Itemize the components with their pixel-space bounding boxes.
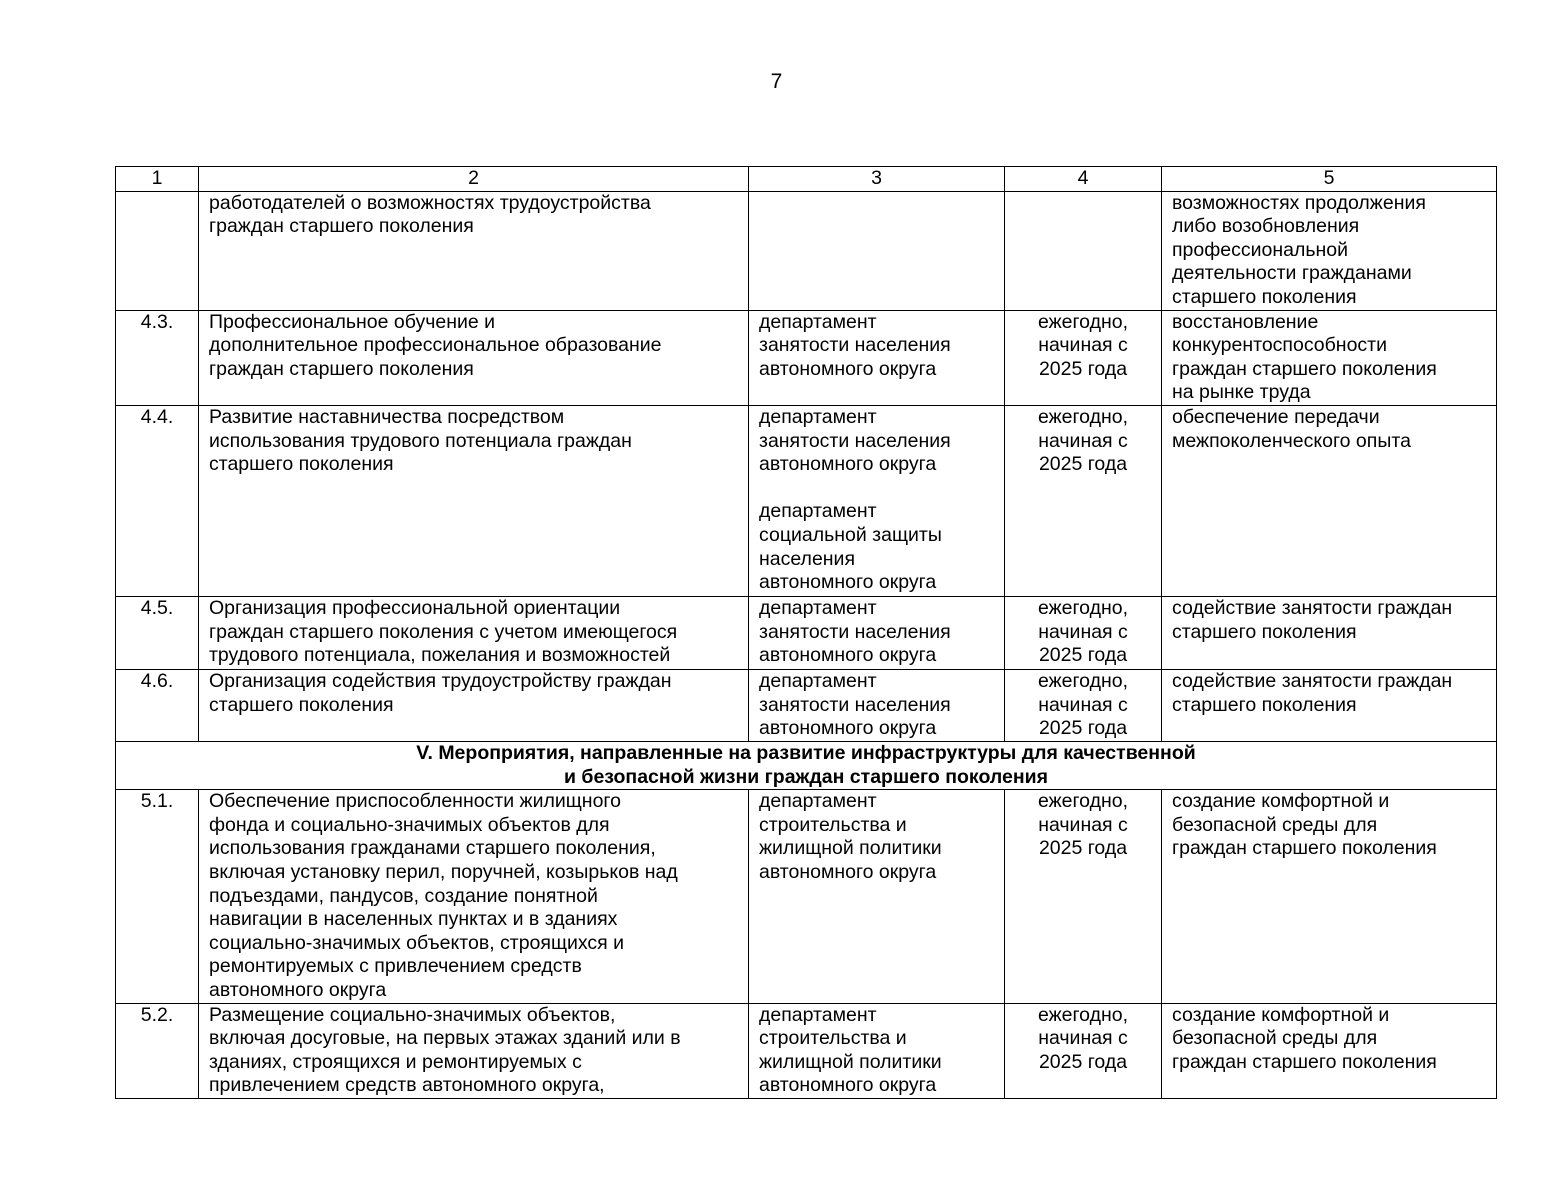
text-line: 2025 года bbox=[1038, 644, 1128, 667]
measures-table bbox=[115, 166, 1497, 1099]
text-line: трудового потенциала, пожелания и возможностей bbox=[209, 644, 671, 667]
text-line: граждан старшего поколения с учетом имеющегося bbox=[209, 620, 678, 643]
cell-event bbox=[199, 596, 749, 669]
text-line: навигации в населенных пунктах и в зданиях bbox=[209, 908, 618, 931]
header-cell-3: 3 bbox=[749, 167, 1005, 192]
text-line: автономного округа bbox=[759, 644, 937, 667]
text-line: создание комфортной и bbox=[1172, 790, 1390, 813]
header-cell-2: 2 bbox=[199, 167, 749, 192]
text-line: Развитие наставничества посредством bbox=[209, 405, 565, 428]
text-line: старшего поколения bbox=[1172, 285, 1357, 308]
text-line: автономного округа bbox=[759, 860, 937, 883]
cell-executor bbox=[749, 191, 1005, 310]
text-line: департамент bbox=[759, 669, 877, 692]
cell-result bbox=[1162, 1003, 1497, 1098]
text-line: содействие занятости граждан bbox=[1172, 596, 1453, 619]
cell-executor bbox=[749, 669, 1005, 741]
section-heading bbox=[116, 741, 1497, 789]
cell-event bbox=[199, 310, 749, 405]
cell-executor bbox=[749, 310, 1005, 405]
text-line: департамент bbox=[759, 310, 877, 333]
page-number: 7 bbox=[770, 70, 783, 93]
text-line: деятельности гражданами bbox=[1172, 262, 1412, 285]
text-line: ежегодно, bbox=[1037, 310, 1129, 333]
cell-num: 4.3. bbox=[116, 310, 199, 405]
cell-result bbox=[1162, 405, 1497, 596]
cell-num: 5.1. bbox=[116, 790, 199, 1003]
cell-num: 4.5. bbox=[116, 596, 199, 669]
text-line: либо возобновления bbox=[1172, 215, 1360, 238]
text-line: департамент bbox=[759, 596, 877, 619]
cell-event bbox=[199, 405, 749, 596]
cell-num bbox=[116, 191, 199, 310]
text-line: подъездами, пандусов, создание понятной bbox=[209, 884, 598, 907]
text-line: 2025 года bbox=[1038, 453, 1128, 476]
text-line: департамент bbox=[759, 500, 877, 523]
text-line: департамент bbox=[759, 405, 877, 428]
text-line: начиная с bbox=[1038, 429, 1128, 452]
text-line: дополнительное профессиональное образование bbox=[209, 334, 662, 357]
text-line: автономного округа bbox=[759, 453, 937, 476]
text-line: включая установку перил, поручней, козырьков над bbox=[209, 860, 678, 883]
text-line: граждан старшего поколения bbox=[209, 357, 474, 380]
table-row-5-2 bbox=[116, 1003, 1497, 1098]
cell-executor bbox=[749, 596, 1005, 669]
text-line: строительства и bbox=[759, 813, 907, 836]
section-heading-line: V. Мероприятия, направленные на развитие инфраструктуры для качественной bbox=[416, 741, 1196, 764]
text-line: на рынке труда bbox=[1172, 381, 1311, 404]
header-cell-1: 1 bbox=[116, 167, 199, 192]
text-line: 2025 года bbox=[1038, 1050, 1128, 1073]
cell-result bbox=[1162, 669, 1497, 741]
text-line: граждан старшего поколения bbox=[1172, 1050, 1437, 1073]
text-line: использования трудового потенциала граждан bbox=[209, 429, 632, 452]
text-line: ремонтируемых с привлечением средств bbox=[209, 955, 582, 978]
text-line: начиная с bbox=[1038, 334, 1128, 357]
text-line: старшего поколения bbox=[1172, 693, 1357, 716]
text-line: профессиональной bbox=[1172, 238, 1349, 261]
text-line: содействие занятости граждан bbox=[1172, 669, 1453, 692]
text-line: занятости населения bbox=[759, 334, 951, 357]
cell-event bbox=[199, 669, 749, 741]
section-heading-row bbox=[116, 741, 1497, 789]
text-line: Организация профессиональной ориентации bbox=[209, 596, 621, 619]
cell-result bbox=[1162, 310, 1497, 405]
text-line: ежегодно, bbox=[1037, 790, 1129, 813]
text-line: жилищной политики bbox=[759, 1050, 942, 1073]
text-line: жилищной политики bbox=[759, 837, 942, 860]
text-line: 2025 года bbox=[1038, 717, 1128, 740]
text-line: старшего поколения bbox=[209, 453, 394, 476]
text-line: граждан старшего поколения bbox=[1172, 357, 1437, 380]
text-line: автономного округа bbox=[759, 1074, 937, 1097]
text-line: социально-значимых объектов, строящихся и bbox=[209, 931, 625, 954]
text-line: привлечением средств автономного округа, bbox=[209, 1074, 605, 1097]
text-line: начиная с bbox=[1038, 813, 1128, 836]
table-row-5-1 bbox=[116, 790, 1497, 1003]
text-line: зданиях, строящихся и ремонтируемых с bbox=[209, 1050, 582, 1073]
cell-event bbox=[199, 191, 749, 310]
cell-term bbox=[1005, 191, 1162, 310]
table-row-continuation bbox=[116, 191, 1497, 310]
text-line: конкурентоспособности bbox=[1172, 334, 1387, 357]
cell-executor bbox=[749, 405, 1005, 596]
text-line: граждан старшего поколения bbox=[209, 215, 474, 238]
cell-num: 4.4. bbox=[116, 405, 199, 596]
table-header-row bbox=[116, 167, 1497, 192]
text-line: безопасной среды для bbox=[1172, 813, 1378, 836]
cell-num: 5.2. bbox=[116, 1003, 199, 1098]
text-line: Профессиональное обучение и bbox=[209, 310, 496, 333]
text-line: ежегодно, bbox=[1037, 669, 1129, 692]
text-line: Обеспечение приспособленности жилищного bbox=[209, 790, 621, 813]
text-line: ежегодно, bbox=[1037, 596, 1129, 619]
text-line: начиная с bbox=[1038, 620, 1128, 643]
cell-term bbox=[1005, 669, 1162, 741]
cell-result bbox=[1162, 191, 1497, 310]
cell-executor bbox=[749, 1003, 1005, 1098]
text-line: фонда и социально-значимых объектов для bbox=[209, 813, 610, 836]
text-line: Организация содействия трудоустройству граждан bbox=[209, 669, 672, 692]
text-line: занятости населения bbox=[759, 620, 951, 643]
text-line: ежегодно, bbox=[1037, 405, 1129, 428]
section-heading-line: и безопасной жизни граждан старшего поколения bbox=[564, 765, 1048, 788]
text-line: создание комфортной и bbox=[1172, 1003, 1390, 1026]
text-line: строительства и bbox=[759, 1027, 907, 1050]
text-line: занятости населения bbox=[759, 429, 951, 452]
cell-event bbox=[199, 1003, 749, 1098]
text-line: работодателей о возможностях трудоустройства bbox=[209, 191, 651, 214]
text-line: автономного округа bbox=[759, 571, 937, 594]
cell-result bbox=[1162, 596, 1497, 669]
table-row-4-5 bbox=[116, 596, 1497, 669]
text-line: начиная с bbox=[1038, 693, 1128, 716]
text-line: включая досуговые, на первых этажах зданий или в bbox=[209, 1027, 681, 1050]
text-line: 2025 года bbox=[1038, 837, 1128, 860]
header-cell-4: 4 bbox=[1005, 167, 1162, 192]
text-line: автономного округа bbox=[209, 978, 387, 1001]
text-line: Размещение социально-значимых объектов, bbox=[209, 1003, 616, 1026]
text-line: использования гражданами старшего поколения, bbox=[209, 837, 656, 860]
table-row-4-4 bbox=[116, 405, 1497, 596]
cell-term bbox=[1005, 310, 1162, 405]
cell-result bbox=[1162, 790, 1497, 1003]
header-cell-5: 5 bbox=[1162, 167, 1497, 192]
text-line: автономного округа bbox=[759, 717, 937, 740]
text-line: департамент bbox=[759, 1003, 877, 1026]
text-line: начиная с bbox=[1038, 1027, 1128, 1050]
cell-event bbox=[199, 790, 749, 1003]
cell-num: 4.6. bbox=[116, 669, 199, 741]
text-line: безопасной среды для bbox=[1172, 1027, 1378, 1050]
cell-executor bbox=[749, 790, 1005, 1003]
table-row-4-3 bbox=[116, 310, 1497, 405]
cell-term bbox=[1005, 596, 1162, 669]
text-line: департамент bbox=[759, 790, 877, 813]
text-line: населения bbox=[759, 547, 856, 570]
text-line: 2025 года bbox=[1038, 357, 1128, 380]
text-line: ежегодно, bbox=[1037, 1003, 1129, 1026]
text-line: граждан старшего поколения bbox=[1172, 837, 1437, 860]
table-row-4-6 bbox=[116, 669, 1497, 741]
cell-term bbox=[1005, 790, 1162, 1003]
text-line: занятости населения bbox=[759, 693, 951, 716]
text-line: возможностях продолжения bbox=[1172, 191, 1426, 214]
text-line: старшего поколения bbox=[209, 693, 394, 716]
text-line: межпоколенческого опыта bbox=[1172, 429, 1411, 452]
cell-term bbox=[1005, 1003, 1162, 1098]
text-line: обеспечение передачи bbox=[1172, 405, 1380, 428]
text-line: автономного округа bbox=[759, 357, 937, 380]
text-line: социальной защиты bbox=[759, 523, 942, 546]
text-line: восстановление bbox=[1172, 310, 1319, 333]
cell-term bbox=[1005, 405, 1162, 596]
text-line: старшего поколения bbox=[1172, 620, 1357, 643]
